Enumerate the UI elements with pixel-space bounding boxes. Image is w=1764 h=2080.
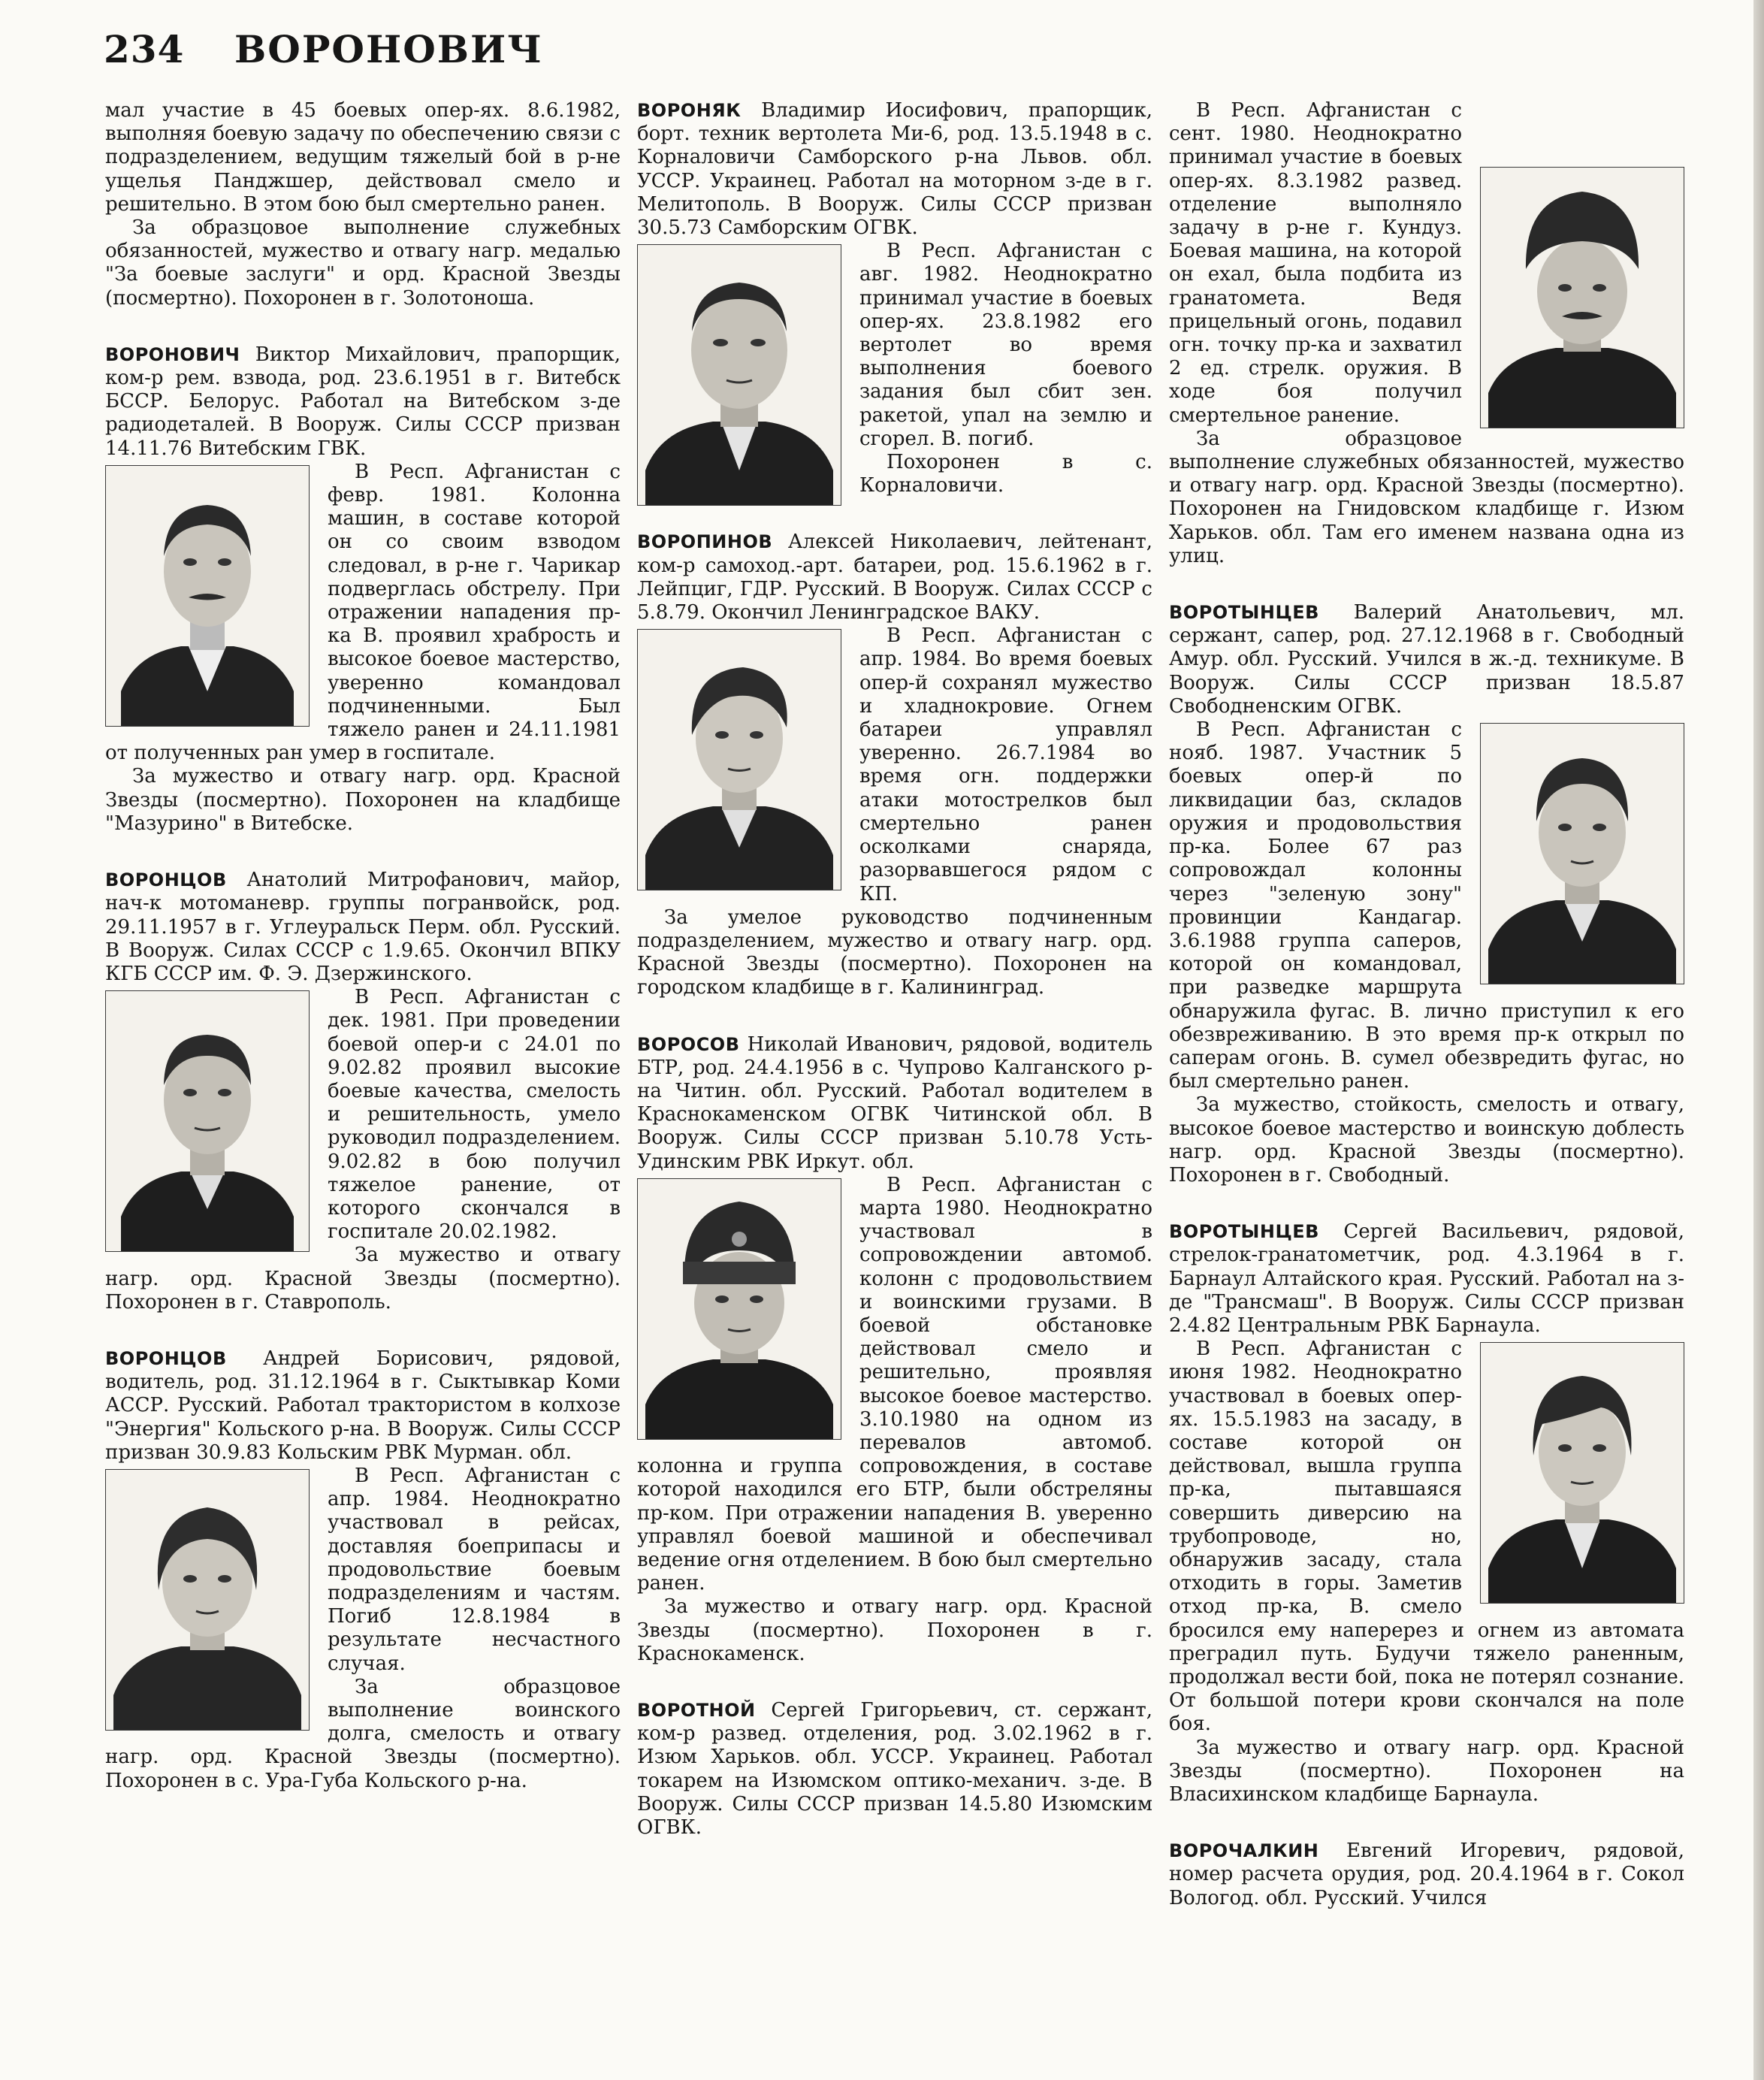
entry-head-text: Алексей Николаевич, лейтенант, ком-р самоход.-арт. батареи, род. 15.6.1962 в г. Лейпциг, ГДР. Русский. В Вооруж. Силах СССР с 5.8.79. Окончил Ленинградское ВАКУ. [637,531,1152,624]
paragraph: За образцовое выполнение служебных обязанностей, мужество и отвагу нагр. орд. Красной Звезды (посмертно). Похоронен на Гнидовском кладбище г. Изюм Харьков. обл. Там его именем названа одна из улиц. [1169,427,1684,567]
page-number: 234 [104,27,185,71]
entry-head-text: Николай Иванович, рядовой, водитель БТР, род. 24.4.1956 в с. Чупрово Калганского р-на Читин. обл. Русский. Работал водителем в Краснокаменском ОГВК Читинской обл. В Вооруж. Силы СССР призван 5.10.78 Усть-Удинским РВК Иркут. обл. [637,1032,1152,1173]
portrait-photo [637,244,841,506]
entry-heading [1169,601,1684,718]
portrait-icon [1481,1343,1684,1603]
entry-continued [1169,99,1684,568]
entry-surname: ВОРОНЯК [637,100,742,121]
entry-heading [1169,1840,1684,1910]
paragraph: В Респ. Афганистан с дек. 1981. При проведении боевой опер-и с 24.01 по 9.02.82 проявил высокие боевые качества, смелость и решительность, умело руководил подразделением. 9.02.82 в бою получил тяжелое ранение, от которого скончался в госпитале 20.02.1982. [328,986,621,1244]
portrait-icon [1481,724,1684,984]
entry-heading [637,99,1152,240]
portrait-icon [1481,168,1684,428]
portrait-photo [637,629,841,890]
portrait-photo [105,1469,310,1731]
entry-vorontsov-anatoly [105,869,621,1314]
entry-vorosov [637,1033,1152,1666]
portrait-icon [106,991,309,1251]
paragraph: В Респ. Афганистан с июня 1982. Неоднократно участвовал в боевых опер-ях. 15.5.1983 на засаду, в составе которой он действовал, вышла группа пр-ка, пытавшаяся совершить диверсию на трубопроводе, но, обнаружив засаду, стала отходить в горы. Заметив отход пр-ка, В. смело бросился ему наперерез и огнем из автомата преградил путь. Будучи тяжело раненным, продолжал вести бой, пока не потерял сознание. От большой потери крови скончался на поле боя. [1169,1338,1684,1736]
paragraph: В Респ. Афганистан с апр. 1984. Во время боевых опер-й сохранял мужество и хладнокровие. Огнем батареи управлял уверенно. 26.7.1984 во время огн. поддержки атаки мотострелков был смертельно ранен осколками снаряда, разорвавшегося рядом с КП. [859,624,1152,905]
entry-heading [105,343,621,461]
entry-surname: ВОРОПИНОВ [637,531,773,553]
paragraph: За умелое руководство подчиненным подразделением, мужество и отвагу нагр. орд. Красной Звезды (посмертно). Похоронен на городском кладбище в г. Калининград. [637,905,1152,999]
entry-surname: ВОРОСОВ [637,1033,740,1055]
entry-surname: ВОРОТНОЙ [637,1700,756,1721]
entry-head-text: Анатолий Митрофанович, майор, нач-к мотоманевр. группы погранвойск, род. 29.11.1957 в г. Углеуральск Перм. обл. Русский. В Вооруж. Силах СССР с 1.9.65. Окончил ВПКУ КГБ СССР им. Ф. Э. Дзержинского. [105,869,621,985]
paragraph: В Респ. Афганистан с февр. 1981. Колонна машин, в составе которой он со своим взводом следовал, в р-не г. Чарикар подверглась обстрелу. При отражении нападения пр-ка В. проявил храбрость и высокое боевое мастерство, уверенно командовал подчиненными. Был тяжело ранен и 24.11.1981 от полученных ран умер в госпитале. [105,460,621,765]
entry-head-text: Сергей Васильевич, рядовой, стрелок-гранатометчик, род. 4.3.1964 в г. Барнаул Алтайского края. Русский. Работал на з-де "Трансмаш". В Вооруж. Силы СССР призван 2.4.82 Центральным РВК Барнаула. [1169,1220,1684,1337]
entry-head-text: Валерий Анатольевич, мл. сержант, сапер, род. 27.12.1968 в г. Свободный Амур. обл. Русский. Учился в ж.-д. техникуме. В Вооруж. Силы СССР призван 18.5.87 Свободненским ОГВК. [1169,601,1684,718]
entry-surname: ВОРОЧАЛКИН [1169,1840,1319,1862]
entry-heading [105,869,621,986]
paragraph: За образцовое выполнение воинского долга, смелость и отвагу нагр. орд. Красной Звезды (посмертно). Похоронен в с. Ура-Губа Кольского р-на. [105,1675,621,1792]
entry-voropinov [637,531,1152,999]
entry-vorontsov-andrey [105,1347,621,1793]
column-1 [105,99,621,1793]
paragraph: Похоронен в с. Корналовичи. [859,451,1152,497]
entry-surname: ВОРОТЫНЦЕВ [1169,1221,1319,1243]
paragraph: За образцовое выполнение служебных обязанностей, мужество и отвагу нагр. медалью "За боевые заслуги" и орд. Красной Звезды (посмертно). Похоронен в г. Золотоноша. [105,216,621,310]
entry-vorotyntsev-valery [1169,601,1684,1187]
portrait-icon [106,1470,309,1730]
column-2 [637,99,1152,1840]
portrait-icon [638,245,841,505]
entry-surname: ВОРОТЫНЦЕВ [1169,602,1319,624]
paragraph: В Респ. Афганистан с сент. 1980. Неоднократно принимал участие в боевых опер-ях. 8.3.1982 развед. отделение выполняло задачу в р-не г. Кундуз. Боевая машина, на которой он ехал, была подбита из гранатомета. Ведя прицельный огонь, подавил огн. точку пр-ка и захватил 2 ед. стрелк. оружия. В ходе боя получил смертельное ранение. [1169,99,1462,427]
entry-surname: ВОРОНЦОВ [105,1347,227,1369]
paragraph: За мужество, стойкость, смелость и отвагу, высокое боевое мастерство и воинскую доблесть нагр. орд. Красной Звезды (посмертно). Похоронен в г. Свободный. [1169,1093,1684,1187]
entry-head-text: Виктор Михайлович, прапорщик, ком-р рем. взвода, род. 23.6.1951 в г. Витебск БССР. Белорус. Работал на Витебском з-де радиодеталей. В Вооруж. Силы СССР призван 14.11.76 Витебским ГВК. [105,343,621,460]
portrait-icon [638,1179,841,1439]
paragraph: В Респ. Афганистан с апр. 1984. Неоднократно участвовал в рейсах, доставляя боеприпасы и продовольствие боевым подразделениям и частям. Погиб 12.8.1984 в результате несчастного случая. [328,1464,621,1675]
paragraph: мал участие в 45 боевых опер-ях. 8.6.1982, выполняя боевую задачу по обеспечению связи с подразделением, ведущим тяжелый бой в р-не ущелья Панджшер, действовал смело и решительно. В этом бою был смертельно ранен. [105,99,621,216]
entry-heading [637,1033,1152,1174]
entry-voronyak [637,99,1152,497]
paragraph: В Респ. Афганистан с марта 1980. Неоднократно участвовал в сопровождении автомоб. колонн с продовольствием и воинскими грузами. В боевой обстановке действовал смело и решительно, проявляя высокое боевое мастерство. 3.10.1980 на одном из перевалов автомоб. колонна и группа сопровождения, в составе которой находился его БТР, были обстреляны пр-ком. При отражении нападения В. уверенно управлял боевой машиной и обеспечивал ведение огня отделением. В бою был смертельно ранен. [637,1173,1152,1595]
paragraph: В Респ. Афганистан с авг. 1982. Неоднократно принимал участие в боевых опер-ях. 23.8.1982 его вертолет во время выполнения боевого задания был сбит зен. ракетой, упал на землю и сгорел. В. погиб. [859,240,1152,450]
page-edge-shadow [1753,0,1764,2080]
portrait-photo [1480,167,1684,428]
entry-heading [637,531,1152,624]
entry-vorotnoy [637,1699,1152,1840]
portrait-photo [1480,1342,1684,1604]
entry-continued [105,99,621,310]
entry-head-text: Евгений Игоревич, рядовой, номер расчета орудия, род. 20.4.1964 в г. Сокол Вологод. обл. Русский. Учился [1169,1840,1684,1909]
portrait-icon [106,466,309,726]
entry-head-text: Сергей Григорьевич, ст. сержант, ком-р развед. отделения, род. 3.02.1962 в г. Изюм Харьков. обл. УССР. Украинец. Работал токарем на Изюмском оптико-механич. з-де. В Вооруж. Силы СССР призван 14.5.80 Изюмским ОГВК. [637,1699,1152,1840]
entry-heading [637,1699,1152,1840]
entry-head-text: Владимир Иосифович, прапорщик, борт. техник вертолета Ми-6, род. 13.5.1948 в с. Корналовичи Самборского р-на Львов. обл. УССР. Украинец. Работал на моторном з-де в г. Мелитополь. В Вооруж. Силы СССР призван 30.5.73 Самборским ОГВК. [637,99,1152,240]
portrait-photo [105,465,310,727]
paragraph: За мужество и отвагу нагр. орд. Красной Звезды (посмертно). Похоронен в г. Краснокаменск. [637,1595,1152,1665]
entry-vorochalkin [1169,1840,1684,1910]
entry-vorotyntsev-sergey [1169,1220,1684,1806]
paragraph: За мужество и отвагу нагр. орд. Красной Звезды (посмертно). Похоронен на Власихинском кладбище Барнаула. [1169,1736,1684,1806]
paragraph: За мужество и отвагу нагр. орд. Красной Звезды (посмертно). Похоронен на кладбище "Мазурино" в Витебске. [105,765,621,835]
column-3 [1169,99,1684,1910]
portrait-photo [105,990,310,1252]
paragraph: В Респ. Афганистан с нояб. 1987. Участник 5 боевых опер-й по ликвидации баз, складов оружия и продовольствия пр-ка. Более 67 раз сопровождал колонны через "зеленую зону" провинции Кандагар. 3.6.1988 группа саперов, которой он командовал, при разведке маршрута обнаружила фугас. В. лично приступил к его обезвреживанию. В это время пр-к открыл по саперам огонь. В. сумел обезвредить фугас, но был смертельно ранен. [1169,718,1684,1093]
portrait-icon [638,630,841,890]
entry-heading [1169,1220,1684,1338]
entry-surname: ВОРОНЦОВ [105,869,227,891]
entry-head-text: Андрей Борисович, рядовой, водитель, род. 31.12.1964 в г. Сыктывкар Коми АССР. Русский. Работал трактористом в колхозе "Энергия" Кольского р-на. В Вооруж. Силы СССР призван 30.9.83 Кольским РВК Мурман. обл. [105,1347,621,1464]
running-head: ВОРОНОВИЧ [234,27,543,71]
entry-voronovich [105,343,621,836]
entry-surname: ВОРОНОВИЧ [105,343,240,365]
portrait-photo [1480,723,1684,984]
entry-heading [105,1347,621,1465]
paragraph: За мужество и отвагу нагр. орд. Красной Звезды (посмертно). Похоронен в г. Ставрополь. [105,1244,621,1314]
portrait-photo [637,1178,841,1440]
